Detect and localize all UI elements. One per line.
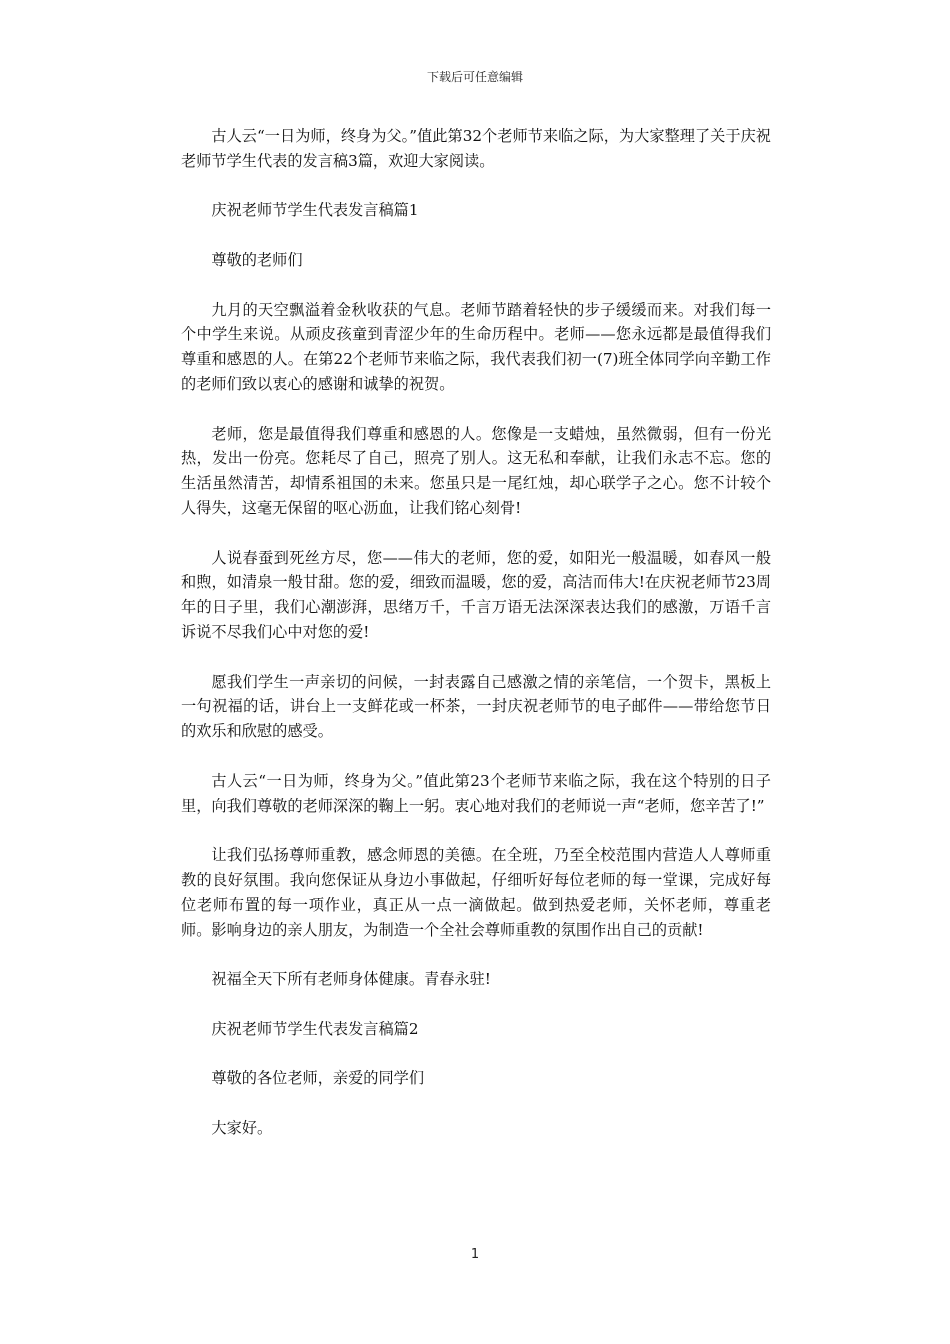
- salutation-1: 尊敬的老师们: [211, 250, 303, 269]
- body-paragraph: 老师，您是最值得我们尊重和感恩的人。您像是一支蜡烛，虽然微弱，但有一份光热，发出一份亮。您耗尽了自己，照亮了别人。这无私和奉献，让我们永志不忘。您的生活虽然清苦，却情系祖国的未来。您虽只是一尾红烛，却心联学子之心。您不计较个人得失，这毫无保留的呕心沥血，让我们铭心刻骨!: [181, 424, 771, 517]
- body-paragraph: 让我们弘扬尊师重教，感念师恩的美德。在全班，乃至全校范围内营造人人尊师重教的良好氛围。我向您保证从身边小事做起，仔细听好每位老师的每一堂课，完成好每位老师布置的每一项作业，真正从一点一滴做起。做到热爱老师，关怀老师，尊重老师。影响身边的亲人朋友，为制造一个全社会尊师重教的氛围作出自己的贡献!: [181, 846, 771, 939]
- body-paragraph: 古人云“一日为师，终身为父。”值此第23个老师节来临之际，我在这个特别的日子里，向我们尊敬的老师深深的鞠上一躬。衷心地对我们的老师说一声“老师，您辛苦了!”: [181, 771, 771, 815]
- closing-wish: 祝福全天下所有老师身体健康。青春永驻!: [211, 970, 491, 989]
- intro-paragraph: 古人云“一日为师，终身为父。”值此第32个老师节来临之际，为大家整理了关于庆祝老师节学生代表的发言稿3篇，欢迎大家阅读。: [181, 127, 771, 170]
- body-paragraph: 愿我们学生一声亲切的问候，一封表露自己感激之情的亲笔信，一个贺卡，黑板上一句祝福的话，讲台上一支鲜花或一杯茶，一封庆祝老师节的电子邮件——带给您节日的欢乐和欣慰的感受。: [181, 672, 771, 741]
- page-header: 下载后可任意编辑: [426, 70, 523, 84]
- body-paragraph: 九月的天空飘溢着金秋收获的气息。老师节踏着轻快的步子缓缓而来。对我们每一个中学生来说。从顽皮孩童到青涩少年的生命历程中。老师——您永远都是最值得我们尊重和感恩的人。在第22个老师节来临之际，我代表我们初一(7)班全体同学向辛勤工作的老师们致以衷心的感谢和诚挚的祝贺。: [181, 300, 771, 393]
- salutation-2: 尊敬的各位老师，亲爱的同学们: [211, 1069, 425, 1088]
- section-title-1: 庆祝老师节学生代表发言稿篇1: [211, 201, 419, 220]
- greeting: 大家好。: [211, 1118, 273, 1137]
- document-body: [181, 124, 771, 1141]
- page-number: 1: [470, 1247, 480, 1262]
- section-title-2: 庆祝老师节学生代表发言稿篇2: [211, 1019, 419, 1038]
- body-paragraph: 人说春蚕到死丝方尽，您——伟大的老师，您的爱，如阳光一般温暖，如春风一般和煦，如清泉一般甘甜。您的爱，细致而温暖，您的爱，高洁而伟大!在庆祝老师节23周年的日子里，我们心潮澎湃，思绪万千，千言万语无法深深表达我们的感激，万语千言诉说不尽我们心中对您的爱!: [181, 548, 771, 641]
